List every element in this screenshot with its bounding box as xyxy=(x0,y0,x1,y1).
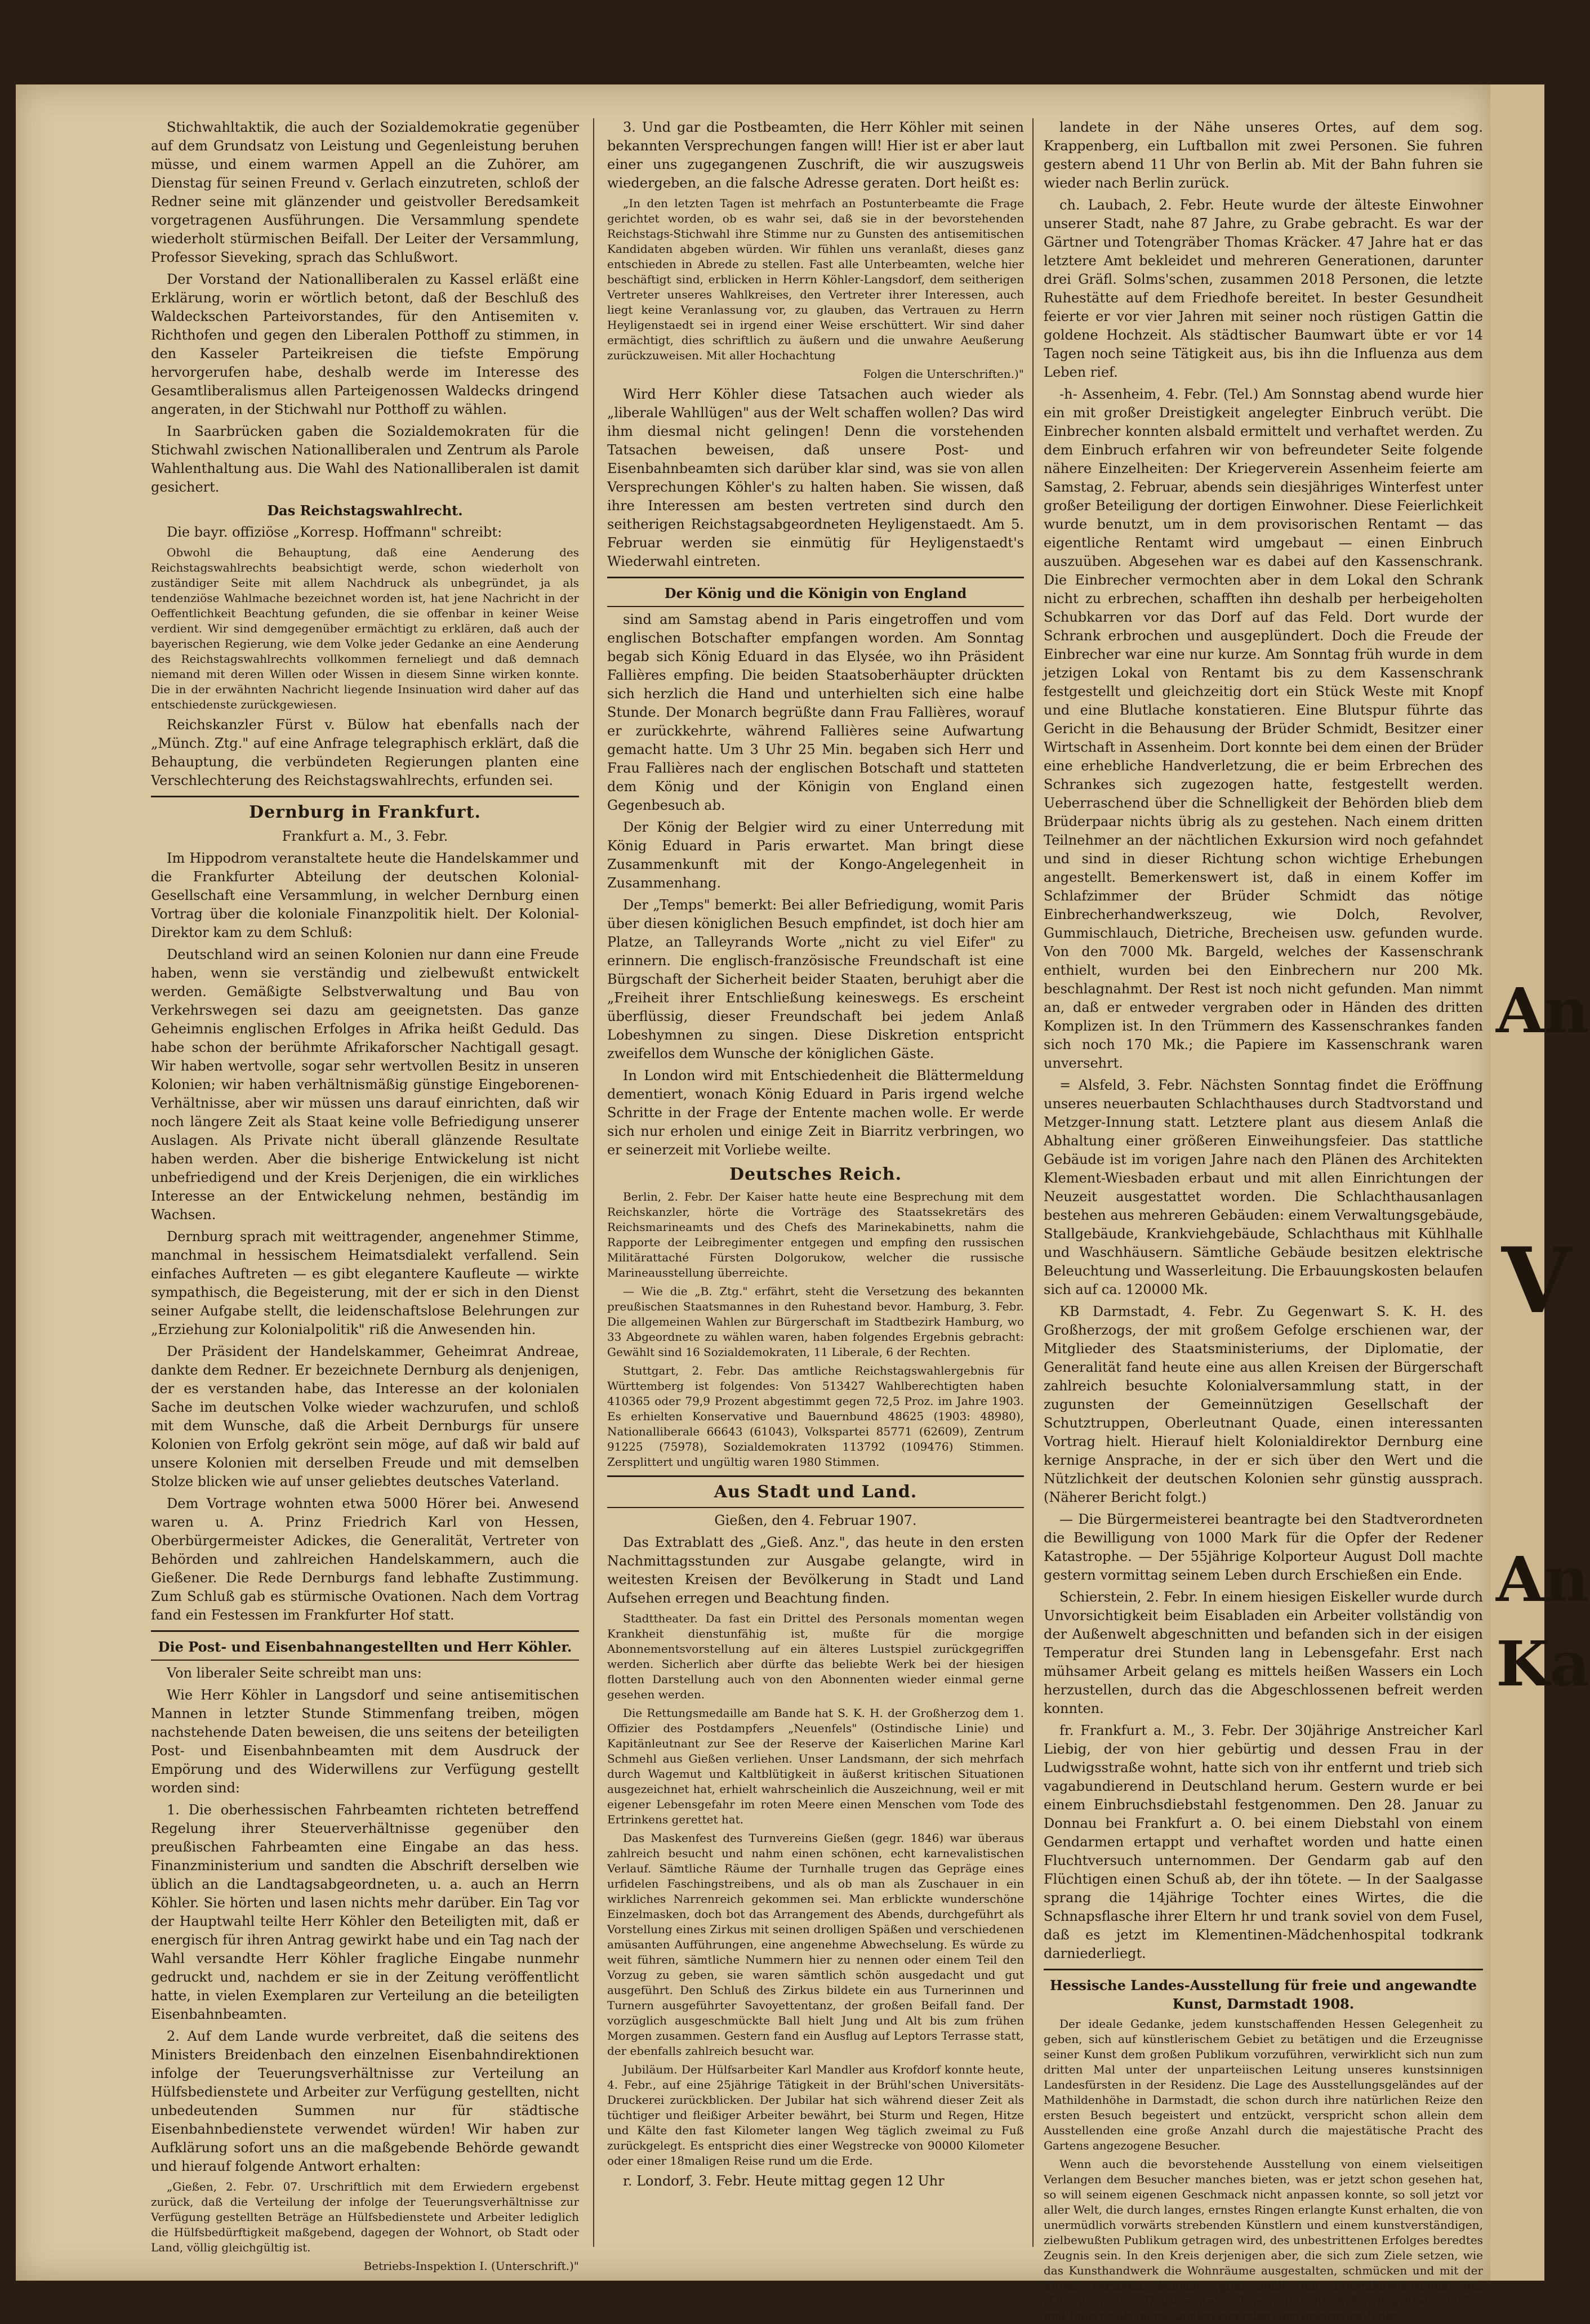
article-text: Die bayr. offiziöse „Korresp. Hoffmann" schreibt: xyxy=(167,524,502,540)
article-text: Obwohl die Behauptung, daß eine Aenderung des Reichstagswahlrechts beabsichtigt werde, schon wiederholt von zuständiger Seite mit allem Nachdruck als unbegründet, ja als tendenziöse Wahlmache bezeichnet worden ist, hat jene Nachricht in der Oeffentlichkeit Beachtung gefunden, die sie offenbar in keiner Weise verdient. Wir sind demgegenüber ermächtigt zu erklären, daß auch der bayerischen Regierung, wie dem Volke jeder Gedanke an eine Aenderung des Reichstagswahlrechts vollkommen ferneliegt und daß demnach niemand mit deren Willen oder Wissen in diesem Sinne wirken konnte. Die in der erwähnten Nachricht liegende Insinuation wird daher auf das entschiedenste zurückgewiesen. xyxy=(151,546,579,711)
article-text: -h- Assenheim, 4. Febr. (Tel.) Am Sonnstag abend wurde hier ein mit großer Dreistigkeit angelegter Einbruch verübt. Die Einbrecher konnten alsbald ermittelt und verhaftet werden. Zu dem Einbruch erfahren wir von befreundeter Seite folgende nähere Einzelheiten: Der Kriegerverein Assenheim feierte am Samstag, 2. Februar, abends sein diesjähriges Winterfest unter großer Beteiligung der dortigen Einwohner. Diese Feierlichkeit wurde benutzt, um in dem provisorischen Rentamt — das eigentliche Rentamt wird umgebaut — einen Einbruch auszuüben. Abgesehen war es dabei auf den Kassenschrank. Die Einbrecher vermochten aber in dem Lokal den Schrank nicht zu erbrechen, schafften ihn deshalb per herbeigeholten Schubkarren vor das Dorf auf das Feld. Dort wurde der Schrank erbrochen und ausgeplündert. Doch die Freude der Einbrecher war eine nur kurze. Am Sonntag früh wurde in dem jetzigen Lokal von Rentamt bis zu dem Kassenschrank festgestellt und gleichzeitig dort ein Stück Weste mit Knopf und eine Blutlache konstatieren. Eine Blutspur führte das Gericht in die Behausung der Brüder Schmidt, Besitzer einer Wirtschaft in Assenheim. Dort konnte bei dem einen der Brüder eine erhebliche Handverletzung, die er beim Erbrechen des Schrankes sich zugezogen hatte, festgestellt werden. Ueberraschend über die Schnelligkeit der Behörden blieb dem Brüderpaar nichts übrig als zu gestehen. Nach einem dritten Teilnehmer an der nächtlichen Exkursion wird noch gefahndet und sind in dieser Richtung schon wichtige Erhebungen angestellt. Bemerkenswert ist, daß in einem Koffer im Schlafzimmer der Brüder Schmidt das nötige Einbrecherhandwerkszeug, wie Dolch, Revolver, Gummischlauch, Dietriche, Brecheisen usw. gefunden wurde. Von den 7000 Mk. Bargeld, welches der Kassenschrank enthielt, wurden bei den Einbrechern nur 200 Mk. beschlagnahmt. Der Rest ist noch nicht gefunden. Man nimmt an, daß er entweder vergraben oder in Händen des dritten Komplizen ist. In den Trümmern des Kassenschrankes fanden sich noch 170 Mk.; die Papiere im Kassenschrank waren unversehrt. xyxy=(1044,386,1483,1071)
article-text: Der „Temps" bemerkt: Bei aller Befriedigung, womit Paris über diesen königlichen Besuch empfindet, ist doch hier am Platze, an Talleyrands Worte „nicht zu viel Eifer" zu erinnern. Die englisch-französische Freundschaft ist eine Bürgschaft der Sicherheit beider Staaten, beruhigt aber die „Freiheit ihrer Entschließung keineswegs. Es erscheint überflüssig, dieser Freundschaft bei jedem Anlaß Lobeshymnen zu singen. Diese Diskretion entspricht zweifellos dem Wunsche der königlichen Gäste. xyxy=(607,897,1024,1061)
article-text: Der Vorstand der Nationalliberalen zu Kassel erläßt eine Erklärung, worin er wörtlich betont, daß der Beschluß des Waldeckschen Parteivorstandes, für den Antisemiten v. Richthofen und gegen den Liberalen Potthoff zu stimmen, in den Kasseler Parteikreisen die tiefste Empörung hervorgerufen habe, deshalb werde im Interesse des Gesamtliberalismus allen Parteigenossen Waldecks dringend angeraten, in der Stichwahl nur Potthoff zu wählen. xyxy=(151,271,579,417)
article-text: sind am Samstag abend in Paris eingetroffen und vom englischen Botschafter empfangen worden. Am Sonntag begab sich König Eduard in das Elysée, wo ihn Präsident Fallières empfing. Die beiden Staatsoberhäupter drückten sich herzlich die Hand und unterhielten sich eine halbe Stunde. Der Monarch begrüßte dann Frau Fallières, worauf er zurückkehrte, während Fallières seine Aufwartung gemacht hatte. Um 3 Uhr 25 Min. begaben sich Herr und Frau Fallières nach der englischen Botschaft und statteten dem König und der Königin von England einen Gegenbesuch ab. xyxy=(607,612,1024,813)
article-text: In London wird mit Entschiedenheit die Blättermeldung dementiert, wonach König Eduard in Paris irgend welche Schritte in der Frage der Entente machen wolle. Er werde sich nur erholen und einige Zeit in Biarritz verbringen, wo er seinerzeit mit Vorliebe weilte. xyxy=(607,1068,1024,1158)
article-heading: Der König und die Königin von England xyxy=(664,585,967,601)
quote-signature: Folgen die Unterschriften.)" xyxy=(863,367,1024,381)
article-text: Dernburg sprach mit weittragender, angenehmer Stimme, manchmal in hessischem Heimatsdialekt verfallend. Sein einfaches Auftreten — es gibt elegantere Kaufleute — wirkte sympathisch, die Begeisterung, mit der er sich in den Dienst seiner Aufgabe stellt, die leidenschaftslose Belehrungen zur „Erziehung zur Kolonialpolitik" riß die Anwesenden hin. xyxy=(151,1229,579,1337)
article-text: Stuttgart, 2. Febr. Das amtliche Reichstagswahlergebnis für Württemberg ist folgendes: Von 513427 Wahlberechtigten haben 410365 oder 79,9 Prozent abgestimmt gegen 72,5 Proz. im Jahre 1903. Es erhielten Konservative und Bauernbund 48625 (1903: 48980), Nationalliberale 66643 (61043), Volkspartei 85771 (62609), Zentrum 91225 (75978), Sozialdemokraten 113792 (109476) Stimmen. Zersplittert und ungültig waren 1980 Stimmen. xyxy=(607,1364,1024,1469)
divider xyxy=(607,577,1024,578)
dateline: Frankfurt a. M., 3. Febr. xyxy=(282,828,448,844)
adjacent-page-headline: An xyxy=(1496,974,1589,1047)
article-text: Stichwahltaktik, die auch der Sozialdemokratie gegenüber auf dem Grundsatz von Leistung und Gegenleistung beruhen müsse, und einem warmen Appell an die Zuhörer, am Dienstag für seinen Freund v. Gerlach einzutreten, schloß der Redner seine mit glänzender und geistvoller Beredsamkeit vorgetragenen Ausführungen. Die Versammlung spendete wiederholt stürmischen Beifall. Der Leiter der Versammlung, Professor Sieveking, sprach das Schlußwort. xyxy=(151,119,579,265)
column-3 xyxy=(1044,118,1483,2323)
article-text: Von liberaler Seite schreibt man uns: xyxy=(167,1665,422,1681)
article-text: 2. Auf dem Lande wurde verbreitet, daß die seitens des Ministers Breidenbach den einzelnen Eisenbahndirektionen infolge der Teuerungsverhältnisse zur Verteilung an Hülfsbedienstete und Arbeiter zur Verfügung gestellten, nicht unbedeutenden Summen nur für städtische Eisenbahnbedienstete verwendet würden! Wir haben zur Aufklärung sofort uns an die maßgebende Behörde gewandt und hierauf folgende Antwort erhalten: xyxy=(151,2028,579,2174)
article-text: Deutschland wird an seinen Kolonien nur dann eine Freude haben, wenn sie verständig und zielbewußt entwickelt werden. Gemäßigte Selbstverwaltung und Bau von Verkehrswegen sei dazu am geeignetsten. Das ganze Geheimnis englischen Erfolges in Afrika heißt Geduld. Das habe schon der berühmte Afrikaforscher Nachtigall gesagt. Wir haben wertvolle, sogar sehr wertvollen Besitz in unseren Kolonien; wir haben verhältnismäßig günstige Eingeborenen-Verhältnisse, aber wir müssen uns darauf einrichten, daß wir noch längere Zeit als Staat keine volle Befriedigung unserer Auslagen. Als Private nicht überall glänzende Resultate haben werden. Aber die bisherige Entwickelung ist nicht unbefriedigend und der Kreis Derjenigen, die ein wirkliches Interesse an der Entwickelung nehmen, beständig im Wachsen. xyxy=(151,947,579,1223)
article-text: Dem Vortrage wohnten etwa 5000 Hörer bei. Anwesend waren u. A. Prinz Friedrich Karl von Hessen, Oberbürgermeister Adickes, die Generalität, Vertreter von Behörden und zahlreichen Handelskammern, auch die Gießener. Die Rede Dernburgs fand lebhafte Zustimmung. Zum Schluß gab es stürmische Ovationen. Nach dem Vortrag fand ein Festessen im Frankfurter Hof statt. xyxy=(151,1496,579,1623)
adjacent-page-headline: An xyxy=(1496,1543,1589,1616)
article-text: Wenn auch die bevorstehende Ausstellung von einem vielseitigen Verlangen dem Besucher manches bieten, was er jetzt schon gesehen hat, so will seinem eigenen Geschmack nicht anpassen konnte, so soll jetzt vor aller Welt, die durch langes, ernstes Ringen erlangte Kunst erhalten, die von unermüdlich vorwärts strebenden Künstlern und einem kunstverständigen, zielbewußten Publikum getragen wird, des unbestrittenen Erfolges beredtes Zeugnis sein. In den Kreis derjenigen aber, die sich zum Ziele setzen, wie das Kunsthandwerk die Wohnräume ausgestalten, schmücken und mit der Kunst vereinen können, gibt auch die Ausstellungsgruppe der „Oberhessisches Haus" erstehen lassen, das durch den Begriff der Außen und Inneres bis heute, am Samstag des Oberhessisches Haus. xyxy=(1044,2157,1483,2323)
article-text: — Wie die „B. Ztg." erfährt, steht die Versetzung des bekannten preußischen Staatsmannes in den Ruhestand bevor. Hamburg, 3. Febr. Die allgemeinen Wahlen zur Bürgerschaft im Stadtbezirk Hamburg, wo 33 Abgeordnete zu wählen waren, haben folgendes Ergebnis gebracht: Gewählt sind 16 Sozialdemokraten, 11 Liberale, 6 der Rechten. xyxy=(607,1284,1024,1359)
newspaper-page xyxy=(16,84,1490,2323)
adjacent-page-headline: V xyxy=(1502,1228,1572,1333)
column-1 xyxy=(151,118,579,2273)
article-heading: Hessische Landes-Ausstellung für freie und angewandte Kunst, Darmstadt 1908. xyxy=(1049,1977,1477,2012)
adjacent-page-strip xyxy=(1490,84,1590,2281)
article-text: Der ideale Gedanke, jedem kunstschaffenden Hessen Gelegenheit zu geben, sich auf künstlerischem Gebiet zu betätigen und die Erzeugnisse seiner Kunst dem großen Publikum vorzuführen, verwirklicht sich nun zum dritten Mal unter der unparteiischen Leitung unseres kunstsinnigen Landesfürsten in der Residenz. Die Lage des Ausstellungsgeländes auf der Mathildenhöhe in Darmstadt, die schon durch ihre natürlichen Reize den ersten Besuch begeistert und entzückt, verspricht schon allein dem Ausstellenden eine große Anzahl durch die majestätische Pracht des Gartens angezogene Besucher. xyxy=(1044,2017,1483,2152)
divider xyxy=(607,1507,1024,1508)
article-heading: Die Post- und Eisenbahnangestellten und Herr Köhler. xyxy=(158,1639,572,1655)
article-text: Der Präsident der Handelskammer, Geheimrat Andreae, dankte dem Redner. Er bezeichnete Dernburg als denjenigen, der es verstanden habe, das Interesse an der kolonialen Sache im deutschen Volke wieder wachzurufen, und schloß mit dem Wunsche, daß die Arbeit Dernburgs für unsere Kolonien von Erfolg gekrönt sein möge, auf daß wir bald auf unsere Kolonien mit derselben Freude und mit demselben Stolze blicken wie auf unser geliebtes deutsches Vaterland. xyxy=(151,1344,579,1489)
article-text: — Die Bürgermeisterei beantragte bei den Stadtverordneten die Bewilligung von 1000 Mark für die Opfer der Redener Katastrophe. — Der 55jährige Kolporteur August Doll machte gestern vormittag seinem Leben durch Erschießen ein Ende. xyxy=(1044,1511,1483,1583)
article-text: Schierstein, 2. Febr. In einem hiesigen Eiskeller wurde durch Unvorsichtigkeit beim Eisabladen ein Arbeiter vollständig von der Außenwelt abgeschnitten und befanden sich in der eisigen Temperatur drei Stunden lang in Lebensgefahr. Erst nach mühsamer Arbeit gelang es mittels heißen Wassers ein Loch herzustellen, durch das die Abgeschlossenen befreit werden konnten. xyxy=(1044,1589,1483,1716)
article-text: = Alsfeld, 3. Febr. Nächsten Sonntag findet die Eröffnung unseres neuerbauten Schlachthauses durch Stadtvorstand und Metzger-Innung statt. Letztere plant aus diesem Anlaß die Abhaltung einer größeren Einweihungsfeier. Das stattliche Gebäude ist im vorigen Jahre nach den Plänen des Architekten Klement-Wiesbaden erbaut und mit allen Einrichtungen der Neuzeit ausgestattet worden. Die Schlachthausanlagen bestehen aus mehreren Gebäuden: einem Verwaltungsgebäude, Stallgebäude, Krankviehgebäude, Schlachthaus mit Kühlhalle und Waschhäusern. Sämtliche Gebäude besitzen elektrische Beleuchtung und Wasserleitung. Die Erbauungskosten belaufen sich auf ca. 120000 Mk. xyxy=(1044,1077,1483,1297)
adjacent-page-headline: Ka xyxy=(1496,1627,1590,1700)
divider xyxy=(1044,1969,1483,1970)
article-text: Im Hippodrom veranstaltete heute die Handelskammer und die Frankfurter Abteilung der deutschen Kolonial-Gesellschaft eine Versammlung, in welcher Dernburg einen Vortrag über die koloniale Finanzpolitik hielt. Der Kolonial-Direktor kam zu dem Schluß: xyxy=(151,850,579,940)
article-text: Jubiläum. Der Hülfsarbeiter Karl Mandler aus Krofdorf konnte heute, 4. Febr., auf eine 25jährige Tätigkeit in der Brühl'schen Universitäts-Druckerei zurückblicken. Der Jubilar hat sich während dieser Zeit als tüchtiger und fleißiger Arbeiter bewährt, bei Sturm und Regen, Hitze und Kälte den fast Kilometer langen Weg täglich zweimal zu Fuß zurückgelegt. Es entspricht dies einer Wegstrecke von 90000 Kilometer oder einer 18maligen Reise rund um die Erde. xyxy=(607,2063,1024,2167)
article-text: 1. Die oberhessischen Fahrbeamten richteten betreffend Regelung ihrer Steuerverhältnisse gegenüber den preußischen Fahrbeamten eine Eingabe an das hess. Finanzministerium und sandten die Abschrift derselben wie üblich an die Landtagsabgeordneten, u. a. auch an Herrn Köhler. Sie hörten und lasen nichts mehr darüber. Ein Tag vor der Hauptwahl teilte Herr Köhler den Beteiligten mit, daß er energisch für ihren Antrag gewirkt habe und ein Tag nach der Wahl versandte Herr Köhler fragliche Eingabe nunmehr gedruckt und, nachdem er sie in der Zeitung veröffentlicht hatte, in vielen Exemplaren zur Verteilung an die beteiligten Eisenbahnbeamten. xyxy=(151,1802,579,2022)
divider xyxy=(151,1660,579,1661)
article-text: KB Darmstadt, 4. Febr. Zu Gegenwart S. K. H. des Großherzogs, der mit großem Gefolge erschienen war, der Mitglieder des Staatsministeriums, der Diplomatie, der Generalität fand heute eine aus allen Kreisen der Bürgerschaft zahlreich besuchte Kolonialversammlung statt, in der zugunsten der Gemeinnützigen Gesellschaft der Schutztruppen, Oberleutnant Quade, einen interessanten Vortrag hielt. Hierauf hielt Kolonialdirektor Dernburg eine kernige Ansprache, in der er sich über den Wert und die Nützlichkeit der deutschen Kolonien sehr günstig aussprach. (Näherer Bericht folgt.) xyxy=(1044,1304,1483,1505)
article-text: Stadttheater. Da fast ein Drittel des Personals momentan wegen Krankheit dienstunfähig ist, mußte für die morgige Abonnementsvorstellung auf ein älteres Lustspiel zurückgegriffen werden. Sicherlich aber dürfte das beliebte Werk bei der hiesigen flotten Darstellung auch von den Abonnenten wieder einmal gerne gesehen werden. xyxy=(607,1612,1024,1701)
divider xyxy=(151,1630,579,1632)
article-text: Das Extrablatt des „Gieß. Anz.", das heute in den ersten Nachmittagsstunden zur Ausgabe gelangte, wird in weitesten Kreisen der Bevölkerung in Stadt und Land Aufsehen erregen und Beachtung finden. xyxy=(607,1535,1024,1606)
article-text: 3. Und gar die Postbeamten, die Herr Köhler mit seinen bekannten Versprechungen fangen will! Hier ist er aber laut einer uns zugegangenen Zuschrift, die wir auszugsweis wiedergeben, an die falsche Adresse geraten. Dort heißt es: xyxy=(607,119,1024,191)
article-text: Wie Herr Köhler in Langsdorf und seine antisemitischen Mannen in letzter Stunde Stimmenfang treiben, mögen nachstehende Daten beweisen, die uns seitens der beteiligten Post- und Eisenbahnbeamten mit dem Ausdruck der Empörung und des Widerwillens zur Verfügung gestellt worden sind: xyxy=(151,1687,579,1796)
quote-text: „In den letzten Tagen ist mehrfach an Postunterbeamte die Frage gerichtet worden, ob es wahr sei, daß sie in der bevorstehenden Reichstags-Stichwahl ihre Stimme nur zu Gunsten des antisemitischen Kandidaten abgeben würden. Wir fühlen uns veranlaßt, dieses ganz entschieden in Abrede zu stellen. Fast alle Unterbeamten, welche hier beschäftigt sind, erblicken in Herrn Köhler-Langsdorf, dem seitherigen Vertreter unseres Wahlkreises, den Vertreter ihrer Interessen, auch liegt keine Veranlassung vor, zu glauben, das Vertrauen zu Herrn Heyligenstaedt sei in irgend einer Weise erschüttert. Wir sind daher ermächtigt, dies schriftlich zu äußern und die unwahre Aeußerung zurückzuweisen. Mit aller Hochachtung xyxy=(607,197,1024,362)
article-text: In Saarbrücken gaben die Sozialdemokraten für die Stichwahl zwischen Nationalliberalen und Zentrum als Parole Wahlenthaltung aus. Die Wahl des Nationalliberalen ist damit gesichert. xyxy=(151,423,579,495)
column-rule xyxy=(1032,118,1034,2247)
article-text: Der König der Belgier wird zu einer Unterredung mit König Eduard in Paris erwartet. Man bringt diese Zusammenkunft mit der Kongo-Angelegenheit in Zusammenhang. xyxy=(607,819,1024,891)
article-text: fr. Frankfurt a. M., 3. Febr. Der 30jährige Anstreicher Karl Liebig, der von hier gebürtig und dessen Frau in der Ludwigsstraße wohnt, hatte sich von ihr entfernt und trieb sich vagabundierend in Deutschland herum. Gestern wurde er bei einem Einbruchsdiebstahl festgenommen. Den 28. Januar zu Donnau bei Frankfurt a. O. bei einem Diebstahl von einem Gendarmen ertappt und verhaftet worden und hatte einen Fluchtversuch unternommen. Der Gendarm gab auf den Flüchtigen einen Schuß ab, der ihn tötete. — In der Saalgasse sprang die 14jährige Tochter eines Wirtes, die die Schnapsflasche ihrer Eltern hr und trank soviel von dem Fusel, daß es jetzt im Klementinen-Mädchenhospital todkrank darniederliegt. xyxy=(1044,1723,1483,1961)
article-text: ch. Laubach, 2. Febr. Heute wurde der älteste Einwohner unserer Stadt, nahe 87 Jahre, zu Grabe gebracht. Es war der Gärtner und Totengräber Thomas Kräcker. 47 Jahre hat er das letztere Amt bekleidet und mehreren Generationen, darunter drei Gräfl. Solms'schen, zusammen 2018 Personen, die letzte Ruhestätte auf dem Friedhofe bereitet. In bester Gesundheit feierte er vor vier Jahren mit seiner noch rüstigen Gattin die goldene Hochzeit. Als städtischer Baumwart übte er vor 14 Tagen noch seine Tätigkeit aus, bis ihn die Influenza aus dem Leben rief. xyxy=(1044,197,1483,380)
article-text: r. Londorf, 3. Febr. Heute mittag gegen 12 Uhr xyxy=(623,2173,945,2189)
article-text: Das Maskenfest des Turnvereins Gießen (gegr. 1846) war überaus zahlreich besucht und nahm einen schönen, echt karnevalistischen Verlauf. Sämtliche Räume der Turnhalle trugen das Gepräge eines urfidelen Faschingstreibens, und als ob man als Zuschauer in ein wirkliches Narrenreich gekommen sei. Man erblickte wunderschöne Einzelmasken, doch bot das Arrangement des Abends, durchgeführt als Vorstellung eines Zirkus mit seinen drolligen Späßen und verschiedenen amüsanten Aufführungen, eine angenehme Abwechselung. Es würde zu weit führen, sämtliche Nummern hier zu nennen oder einem Teil den Vorzug zu geben, sie waren sämtlich schön ausgedacht und gut ausgeführt. Den Schluß des Zirkus bildete ein aus Turnerinnen und Turnern ausgeführter Savoyettentanz, der großen Beifall fand. Der vorzüglich ausgeschmückte Ball hielt Jung und Alt bis zum frühen Morgen zusammen. Gestern fand ein Ausflug auf Leptors Terrasse statt, der ebenfalls zahlreich besucht war. xyxy=(607,1831,1024,2058)
column-2 xyxy=(607,118,1024,2247)
article-text: Reichskanzler Fürst v. Bülow hat ebenfalls nach der „Münch. Ztg." auf eine Anfrage telegraphisch erklärt, daß die Behauptung, die verbündeten Regierungen planten eine Verschlechterung des Reichstagswahlrechts, erfunden sei. xyxy=(151,717,579,788)
divider xyxy=(151,796,579,797)
section-heading: Das Reichstagswahlrecht. xyxy=(267,502,463,519)
quote-text: „Gießen, 2. Febr. 07. Urschriftlich mit dem Erwiedern ergebenst zurück, daß die Verteilung der infolge der Teuerungsverhältnisse zur Verfügung gestellten Beträge an Hülfsbedienstete und Arbeiter lediglich die Hülfsbedürftigkeit maßgebend, dagegen der Wohnort, ob Stadt oder Land, völlig gleichgültig ist. xyxy=(151,2180,579,2254)
quote-signature: Betriebs-Inspektion I. (Unterschrift.)" xyxy=(363,2259,579,2273)
divider xyxy=(607,1475,1024,1477)
article-text: landete in der Nähe unseres Ortes, auf dem sog. Krappenberg, ein Luftballon mit zwei Personen. Sie fuhren gestern abend 11 Uhr von Berlin ab. Mit der Bahn fuhren sie wieder nach Berlin zurück. xyxy=(1044,119,1483,191)
dateline: Gießen, den 4. Februar 1907. xyxy=(714,1513,917,1528)
article-text: Wird Herr Köhler diese Tatsachen auch wieder als „liberale Wahllügen" aus der Welt schaffen wollen? Das wird ihm diesmal nicht gelingen! Denn die vorstehenden Tatsachen beweisen, daß unsere Post- und Eisenbahnbeamten sich darüber klar sind, was sie von allen Versprechungen Köhler's zu halten haben. Sie wissen, daß ihre Interessen am besten vertreten sind durch den seitherigen Reichstagsabgeordneten Heyligenstaedt. Am 5. Februar werden sie einmütig für Heyligenstaedt's Wiederwahl eintreten. xyxy=(607,386,1024,569)
article-text: Berlin, 2. Febr. Der Kaiser hatte heute eine Besprechung mit dem Reichskanzler, hörte die Vorträge des Staatssekretärs des Reichsmarineamts und des Chefs des Marinekabinetts, nahm die Rapporte der Leibregimenter entgegen und empfing den russischen Militärattaché Fürsten Dolgorukow, welcher die russische Marineausstellung überreichte. xyxy=(607,1190,1024,1279)
section-heading: Deutsches Reich. xyxy=(729,1165,902,1184)
column-rule xyxy=(593,118,594,2247)
section-heading: Aus Stadt und Land. xyxy=(714,1482,918,1502)
article-heading: Dernburg in Frankfurt. xyxy=(249,802,481,822)
divider xyxy=(607,606,1024,607)
article-text: Die Rettungsmedaille am Bande hat S. K. H. der Großherzog dem 1. Offizier des Postdampfers „Neuenfels" (Ostindische Linie) und Kapitänleutnant zur See der Reserve der Kaiserlichen Marine Karl Schmehl aus Gießen verliehen. Unser Landsmann, der sich mehrfach durch Wagemut und Kaltblütigkeit in äußerst kritischen Situationen ausgezeichnet hat, erhielt wahrscheinlich die Auszeichnung, weil er mit eigener Lebensgefahr im roten Meere einen Menschen vom Tode des Ertrinkens gerettet hat. xyxy=(607,1706,1024,1826)
